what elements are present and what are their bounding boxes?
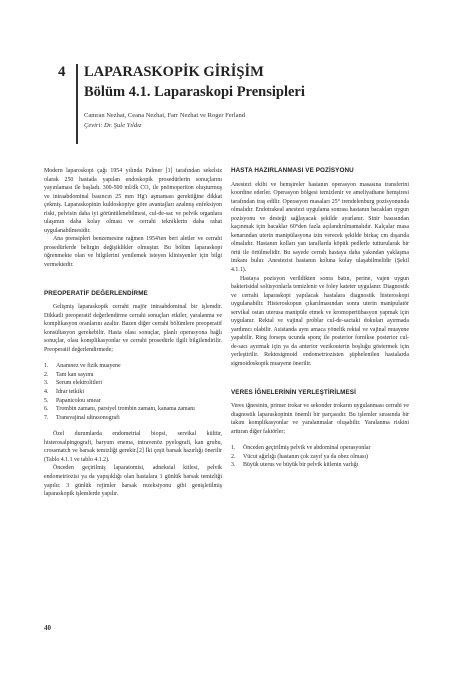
list-item: 2. Tam kan sayımı (44, 371, 94, 378)
chapter-title: LAPARASKOPİK GİRİŞİM (84, 64, 264, 80)
preop-list (44, 362, 222, 422)
list-item: 5. Papanicolou smear (44, 397, 101, 404)
chapter-subtitle: Bölüm 4.1. Laparaskopi Prensipleri (84, 84, 305, 100)
intro-paragraph: Modern laparoskopi çağı 1954 yılında Palmer [1] tarafından sekelsiz olarak 250 hastada yapılan endoskopik prosedürlerin sonuçlarını yayınlaması ile başladı. 300-500 ml/dk CO₂ ile pnömoperiton oluşturmuş ve intraabdominal basıncın 25 mm Hg'ı aşmaması gerektiğine dikkat çekmiş. Laparaskopinin kuldoskopiye göre avantajları azalmış enfeksiyon riski, pelvisin daha iyi görüntülenebilmesi, cul-de-sac ve pelvik organlara ulaşımın daha kolay olması ve cerrahi tekniklerin daha rahat uygulanabilmesidir. (44, 168, 222, 234)
veres-paragraph-1: Veres iğnesinin, primer trokar ve sekonder trokarın uygulanması cerrahi ve diagnostik laparaskopinin önemli bir parçasıdır. Bu işlemler sırasında bir takım komplikasyonlar ve yaralanmalar oluşabilir. Yaralanma riskini arttıran diğer faktörler; (231, 403, 409, 435)
chapter-divider (76, 64, 78, 144)
preop-paragraph-1: Gelişmiş laparaskopik cerrahi majör intraabdominal bir işlemdir. Dikkatli preoperatif değerlendirme cerrahi sonuçları etkiler, yaralanma ve komplikasyon oranlarını azaltır. Bazen diğer cerrahi bölümlere preoperatif konsültasyon gerekebilir. Hasta olası sonuçlar, planlı operasyona bağlı sonuçlar, olası komplikasyonlar ve cerrahi prosedürle ilgili bilgilendirilir. Preoperatif değerlendirmede; (44, 304, 222, 353)
preop-paragraph-3: Önceden geçirilmiş laparatomisi, adneksial kitlesi, pelvik endometriozisi ya da yapışıklığı olan hastalara 1 günlük barsak temizliği yapılır. 3 günlük rejimler barsak rezeksiyonu gibi genişletilmiş laparaskopik işlemlerde yapılır. (44, 465, 222, 498)
intro-paragraph-2: Ana prensipleri benzemesine rağmen 1954'ten beri aletler ve cerrahi prosedürlerde belirgin değişiklikler olmuştur. Bu bölüm laparaskopi öğrenmekte olan ve bilgilerini yenilemek isteyen klinisyenler için bilgi vermektedir. (44, 236, 222, 269)
left-column (44, 167, 222, 499)
section-title-veres: VERES İĞNELERİNİN YERLEŞTİRİLMESİ (231, 388, 356, 396)
risk-factor-list (231, 444, 409, 470)
translator: Çeviri: Dr. Şule Yıldız (84, 122, 142, 129)
patient-prep-paragraph-2: Hastaya pozisyon verildikten sonra batın, perine, vajen uygun bakterisidal solüsyonlarla temizlenir ve foley kateter uygulanır. Diagnostik ve cerrahi laparaskopi yapılacak hastalara diagnostik histeroskopi uygulanabilir. Histeroskopun çıkarılmasından sonra uterin manipulatör servikal ostan uterusa manipüle etmek ve kromopertübasyon yapmak için uygulanır. Rektal ve vajinal problar cul-de-sactaki dokuları ayırmada yardımcı olabilir. Asistanda aynı amaca yönelik rektal ve vajinal muayene yapabilir. Ring forseps ucunda sponç ile posterior forniksе posterior cul-de-saсı ayırmak için ya da anterior vezikouterin boşluğu göstermek için yerleştirilir. Rektosigmoid endometriozisten şüphelenilen hastalarda sigmoidoskopik muayene önerilir. (231, 275, 409, 368)
page-number: 40 (44, 624, 51, 632)
list-item: 6. Trombin zamanı, parsiyel trombin zamanı, kanama zamanı (44, 406, 195, 413)
patient-prep-paragraph-1: Anestezi ekibi ve hemşireler hastanın operasyon masasına transferini koordine ederler. Operasyon bölgesi temizlenir ve ameliyathane hemşiresi tarafından traş edilir. Operasyon masaları 25° trendelenburg pozisyonunda olmalıdır. Endotrakeal anestezi uygulama sonrası hastanın bacakları uygun pozisyonu ve desteği sağlayacak şekilde ayarlanır. Sinir basısından kaçınmak için bacaklar 60°den fazla açılandırılmamalıdır. Kalçalar masa kenarından uterin manipülasyona izin verecek şekilde birkaç cm dışarıda olmalıdır. Hastanın kolları yan taraflarda köpük pedlerle tutturularak bir örtü ile örtülmelidir. Bu sayede cerrah hastaya daha yakından yaklaşma imkanı bulur. Anestezist hastanın koluna kolay ulaşabilmelidir (Şekil 4.1.1). (231, 181, 409, 274)
chapter-number: 4 (58, 64, 66, 80)
preop-paragraph-2: Özel durumlarda endometrial biopsi, servikal kültür, histerosalpingografi, baryum enema, intravenöz pyelografi, kan grubu, crossmatch ve barsak temizliği gerekir.[2] İki çeşit barsak hazırlığı önerilir (Tablo 4.1.1 ve tablo 4.1.2). (44, 431, 222, 463)
right-column (231, 167, 409, 470)
list-item: 3. Büyük uterus ve büyük bir pelvik kitlenin varlığı (231, 462, 359, 469)
authors: Camran Nezhat, Ceana Nezhat, Farr Nezhat ve Roger Ferland (84, 112, 245, 119)
section-title-preop: PREOPERATİF DEĞERLENDİRME (44, 289, 148, 297)
section-title-patient-prep: HASTA HAZIRLANMASI VE POZİSYONU (231, 167, 354, 174)
list-item: 1. Önceden geçirilmiş pelvik ve abdominal operasyonlar (231, 445, 371, 452)
list-item: 2. Vücut ağırlığı (hastanın çok zayıf ya da obez olması) (231, 453, 368, 460)
list-item: 4. İdrar tetkiki (44, 389, 84, 396)
list-item: 7. Transvajinal ultrasonografi (44, 414, 120, 421)
list-item: 3. Serum elektrolitleri (44, 380, 102, 387)
list-item: 1. Anamnez ve fizik muayene (44, 363, 121, 370)
